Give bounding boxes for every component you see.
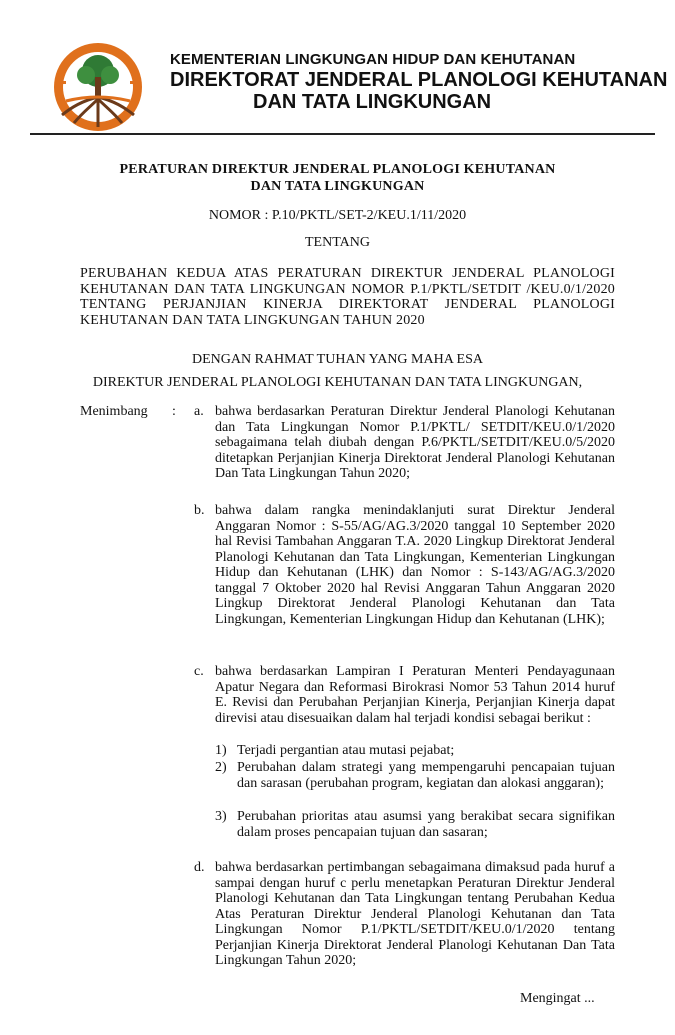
item-letter: c.	[194, 664, 204, 679]
considering-item-d: bahwa berdasarkan pertimbangan sebagaimana dimaksud pada huruf a sampai dengan huruf c perlu menetapkan Peraturan Direktur Jenderal Planologi Kehutanan dan Tata Lingkungan tentang Perubahan Kedua Atas Peraturan Direktur Jenderal Planologi Kehutanan dan Tata Lingkungan Nomor P.1/PKTL/SETDIT/KEU.0/1/2020 tentang Perjanjian Kinerja Direktorat Jenderal Planologi Kehutanan Dan Tata Lingkungan Tahun 2020;	[215, 860, 615, 968]
regulation-title	[0, 161, 675, 195]
subitem-number: 3)	[215, 809, 227, 824]
considering-item-a: bahwa berdasarkan Peraturan Direktur Jenderal Planologi Kehutanan dan Tata Lingkungan Nomor P.1/PKTL/ SETDIT/KEU.0/1/2020 sebagaimana telah diubah dengan P.6/PKTL/SETDIT/KEU.0/5/2020 ditetapkan Perjanjian Kinerja Direktorat Jenderal Planologi Kehutanan Dan Tata Lingkungan Tahun 2020;	[215, 404, 615, 481]
considering-subitem: Terjadi pergantian atau mutasi pejabat;	[237, 743, 455, 758]
issuing-official: DIREKTUR JENDERAL PLANOLOGI KEHUTANAN DAN TATA LINGKUNGAN,	[92, 375, 583, 390]
item-letter: d.	[194, 860, 205, 875]
letterhead	[170, 50, 667, 113]
regulation-subject: PERUBAHAN KEDUA ATAS PERATURAN DIREKTUR JENDERAL PLANOLOGI KEHUTANAN DAN TATA LINGKUNGAN NOMOR P.1/PKTL/SETDIT /KEU.0/1/2020 TENTANG PERJANJIAN KINERJA DIREKTORAT JENDERAL PLANOLOGI KEHUTANAN DAN TATA LINGKUNGAN TAHUN 2020	[80, 266, 615, 328]
directorate-name-line2: DAN TATA LINGKUNGAN	[253, 91, 492, 113]
regulation-title-line2: DAN TATA LINGKUNGAN	[250, 179, 425, 194]
considering-colon: :	[172, 404, 176, 419]
klhk-tree-emblem-icon	[52, 41, 144, 133]
considering-item-c: bahwa berdasarkan Lampiran I Peraturan Menteri Pendayagunaan Apatur Negara dan Reformasi Birokrasi Nomor 53 Tahun 2014 huruf E. Revisi dan Perubahan Perjanjian Kinerja, Perjanjian Kinerja dapat direvisi atau disesuaikan dalam hal terjadi kondisi sebagai berikut :	[215, 664, 615, 726]
about-heading: TENTANG	[305, 235, 370, 250]
regulation-title-line1: PERATURAN DIREKTUR JENDERAL PLANOLOGI KEHUTANAN	[119, 162, 556, 177]
considering-label: Menimbang	[80, 404, 148, 419]
blessing-line: DENGAN RAHMAT TUHAN YANG MAHA ESA	[191, 352, 484, 367]
regulation-number: NOMOR : P.10/PKTL/SET-2/KEU.1/11/2020	[208, 208, 467, 223]
item-letter: b.	[194, 503, 205, 518]
subitem-number: 2)	[215, 760, 227, 775]
considering-subitem: Perubahan dalam strategi yang mempengaruhi pencapaian tujuan dan sarasan (perubahan program, kegiatan dan alokasi anggaran);	[237, 760, 615, 791]
continuation-marker: Mengingat ...	[520, 991, 595, 1006]
subitem-number: 1)	[215, 743, 227, 758]
letterhead-divider	[30, 133, 655, 135]
item-letter: a.	[194, 404, 204, 419]
considering-item-b: bahwa dalam rangka menindaklanjuti surat Direktur Jenderal Anggaran Nomor : S-55/AG/AG.3/2020 tanggal 10 September 2020 hal Revisi Tambahan Anggaran T.A. 2020 Lingkup Direktorat Jenderal Planologi Kehutanan dan Tata Lingkungan, Kementerian Lingkungan Hidup dan Kehutanan (LHK) dan Nomor : S-143/AG/AG.3/2020 tanggal 7 Oktober 2020 hal Revisi Anggaran Tahun Anggaran 2020 Lingkup Direktorat Jenderal Planologi Kehutanan dan Tata Lingkungan, Kementerian Lingkungan Hidup dan Kehutanan (LHK);	[215, 503, 615, 627]
considering-subitem: Perubahan prioritas atau asumsi yang berakibat secara signifikan dalam proses pencapaian tujuan dan sasaran;	[237, 809, 615, 840]
directorate-name-line1: DIREKTORAT JENDERAL PLANOLOGI KEHUTANAN	[170, 69, 668, 91]
ministry-name: KEMENTERIAN LINGKUNGAN HIDUP DAN KEHUTANAN	[170, 51, 576, 68]
